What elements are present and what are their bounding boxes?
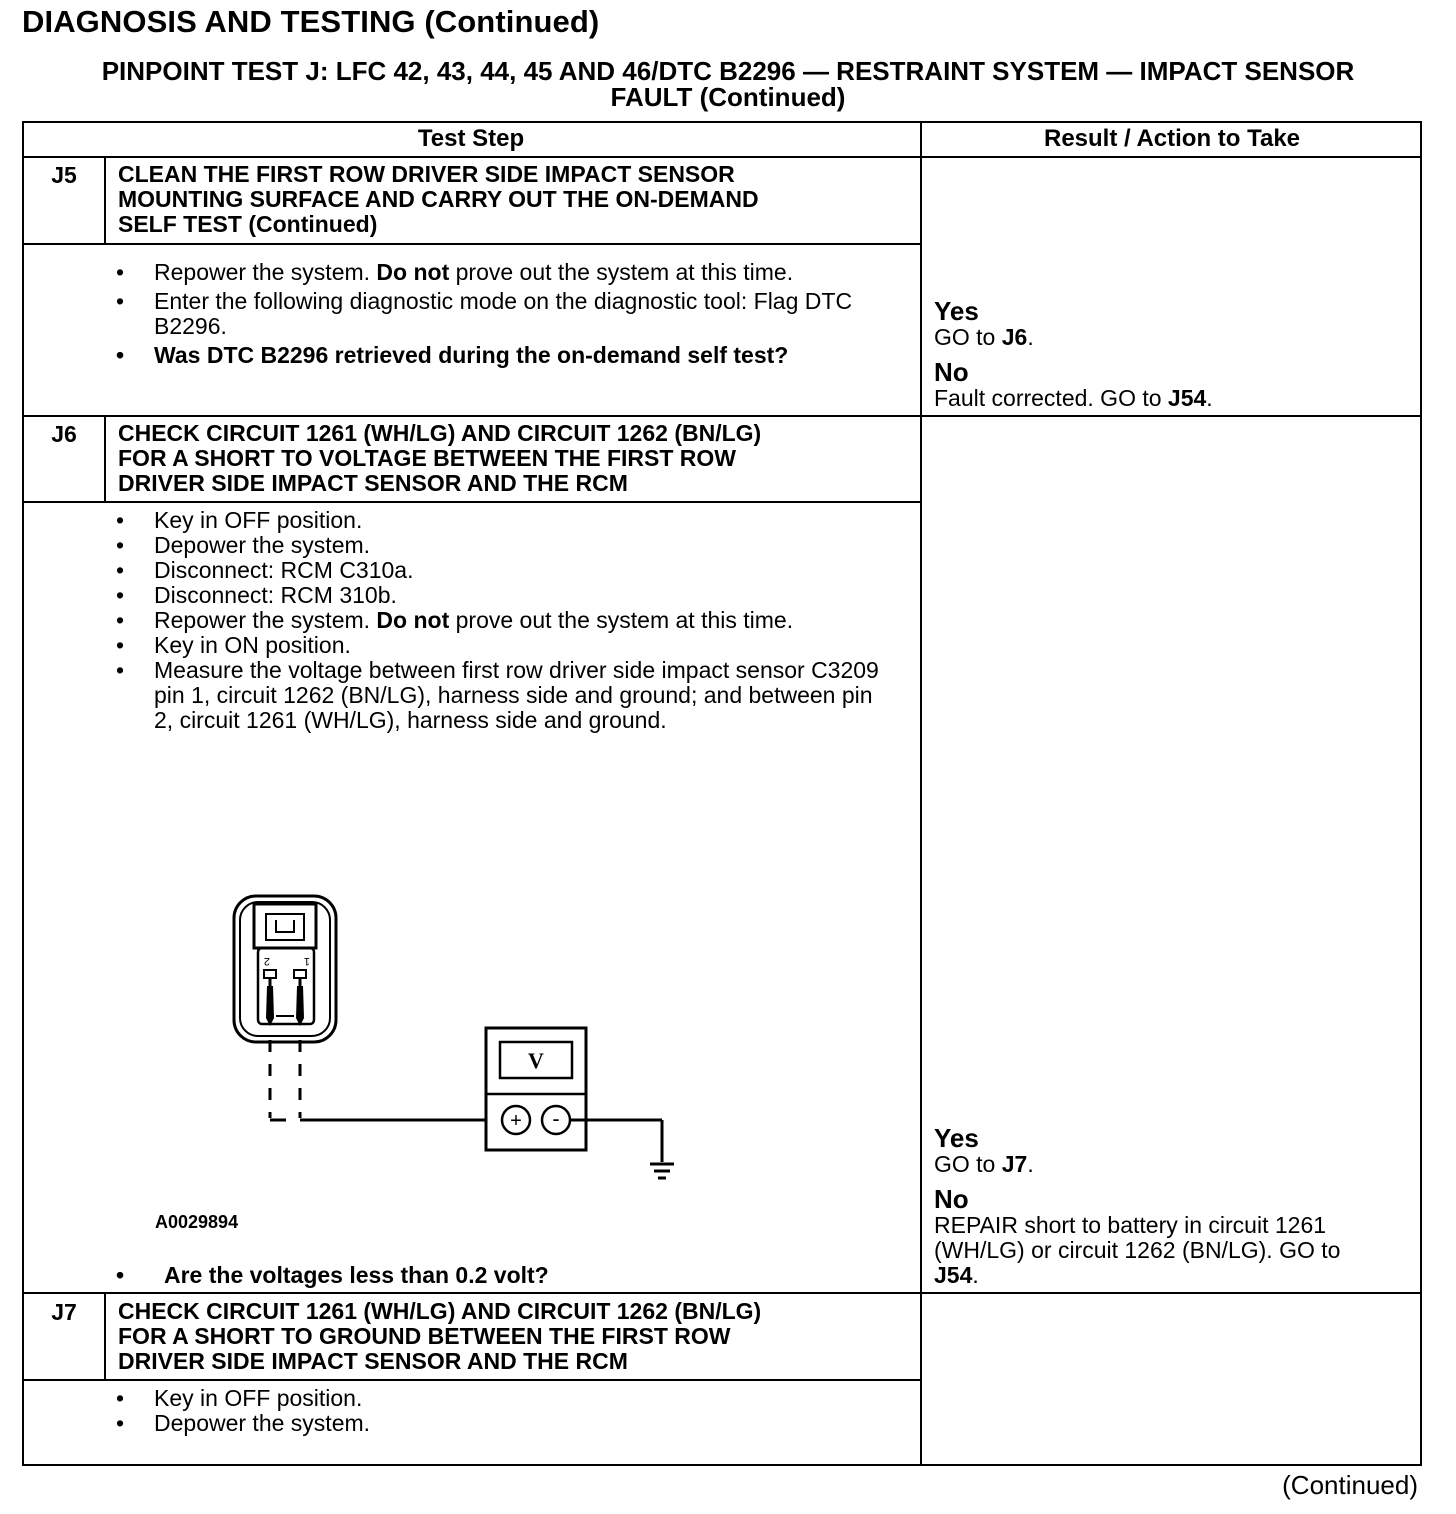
result-yes-action: GO to J6. (934, 324, 1034, 350)
result-no-action: REPAIR short to battery in circuit 1261 (WH/LG) or circuit 1262 (BN/LG). GO to (934, 1212, 1341, 1263)
subtitle-line-1: PINPOINT TEST J: LFC 42, 43, 44, 45 AND 46/DTC B2296 — RESTRAINT SYSTEM — IMPACT SENSOR (101, 56, 1355, 86)
step-title-line: DRIVER SIDE IMPACT SENSOR AND THE RCM (118, 470, 628, 496)
step-title-j7 (118, 1299, 898, 1374)
connector-housing (234, 896, 336, 1042)
row-divider-j5-j6 (22, 415, 1422, 417)
step-title-line: FOR A SHORT TO GROUND BETWEEN THE FIRST ROW (118, 1323, 731, 1349)
result-no-label: No (934, 357, 969, 387)
instruction-question: • Are the voltages less than 0.2 volt? (112, 1263, 912, 1288)
instruction-item: • Key in OFF position. (112, 1386, 912, 1411)
instruction-item: • Depower the system. (112, 533, 912, 558)
step-title-line: MOUNTING SURFACE AND CARRY OUT THE ON-DEMAND (118, 186, 759, 212)
header-test-step: Test Step (417, 125, 525, 152)
result-j6 (934, 1124, 1404, 1288)
result-yes-label: Yes (934, 1123, 979, 1153)
continued-label: (Continued) (1282, 1470, 1418, 1500)
step-instructions-j7 (112, 1386, 912, 1436)
step-title-line: DRIVER SIDE IMPACT SENSOR AND THE RCM (118, 1348, 628, 1374)
instruction-item: • Disconnect: RCM C310a. (112, 558, 912, 583)
step-id-j7: J7 (51, 1299, 77, 1325)
result-no-action: Fault corrected. GO to J54. (934, 385, 1213, 411)
result-yes-label: Yes (934, 296, 979, 326)
step-id-j6: J6 (51, 421, 77, 447)
step-title-line: SELF TEST (Continued) (118, 211, 378, 237)
header-divider (22, 156, 1422, 158)
step-title-line: CHECK CIRCUIT 1261 (WH/LG) AND CIRCUIT 1262 (BN/LG) (118, 1298, 762, 1324)
id-divider-j5 (104, 157, 106, 245)
result-j5 (934, 297, 1404, 411)
step-title-j6 (118, 421, 898, 496)
id-divider-j7 (104, 1293, 106, 1381)
instruction-item: • Repower the system. Do not prove out the system at this time. (112, 608, 912, 633)
instruction-item: • Key in ON position. (112, 633, 912, 658)
step-question-j6 (112, 1263, 912, 1288)
step-instructions-j6 (112, 508, 912, 733)
result-no-label: No (934, 1184, 969, 1214)
probe-pin-1 (296, 986, 304, 1026)
voltage-measurement-diagram (220, 890, 700, 1190)
figure-id: A0029894 (155, 1212, 239, 1232)
j7-title-divider (22, 1379, 922, 1381)
connector-latch (254, 904, 316, 948)
pin-1-label: 1 (303, 955, 310, 967)
voltmeter-symbol: V (528, 1048, 544, 1073)
plus-terminal-label: + (510, 1110, 522, 1132)
pinpoint-test-title (20, 58, 1436, 110)
column-divider (920, 121, 922, 1466)
pin-2-label: 2 (263, 955, 270, 967)
step-title-line: FOR A SHORT TO VOLTAGE BETWEEN THE FIRST ROW (118, 445, 737, 471)
pin-1-slot (294, 970, 306, 978)
instruction-item: • Depower the system. (112, 1411, 912, 1436)
j6-title-divider (22, 501, 922, 503)
row-divider-j6-j7 (22, 1292, 1422, 1294)
step-id-j5: J5 (51, 162, 77, 188)
latch-detail (276, 920, 294, 932)
result-no-action-ref: J54. (934, 1262, 979, 1288)
minus-terminal-label: - (552, 1106, 560, 1131)
result-yes-action: GO to J7. (934, 1151, 1034, 1177)
instruction-item: • Repower the system. Do not prove out the system at this time. (112, 260, 912, 285)
page-title: DIAGNOSIS AND TESTING (Continued) (22, 4, 600, 39)
subtitle-line-2: FAULT (Continued) (610, 82, 846, 112)
step-title-line: CHECK CIRCUIT 1261 (WH/LG) AND CIRCUIT 1262 (BN/LG) (118, 420, 762, 446)
probe-pin-2 (266, 986, 274, 1026)
instruction-item: • Disconnect: RCM 310b. (112, 583, 912, 608)
step-instructions-j5 (112, 260, 912, 372)
id-divider-j6 (104, 416, 106, 502)
instruction-item: • Key in OFF position. (112, 508, 912, 533)
header-result: Result / Action to Take (1043, 125, 1301, 152)
instruction-question: • Was DTC B2296 retrieved during the on-demand self test? (112, 343, 912, 368)
instruction-item: • Enter the following diagnostic mode on the diagnostic tool: Flag DTC B2296. (112, 289, 912, 339)
pin-2-slot (264, 970, 276, 978)
step-title-line: CLEAN THE FIRST ROW DRIVER SIDE IMPACT SENSOR (118, 161, 735, 187)
j5-title-divider (22, 243, 922, 245)
step-title-j5 (118, 162, 898, 237)
connector-latch-inner (266, 914, 304, 940)
instruction-item: • Measure the voltage between first row driver side impact sensor C3209 pin 1, circuit 1262 (BN/LG), harness side and ground; and between pin 2, circuit 1261 (WH/LG), harness side and ground. (112, 658, 894, 733)
